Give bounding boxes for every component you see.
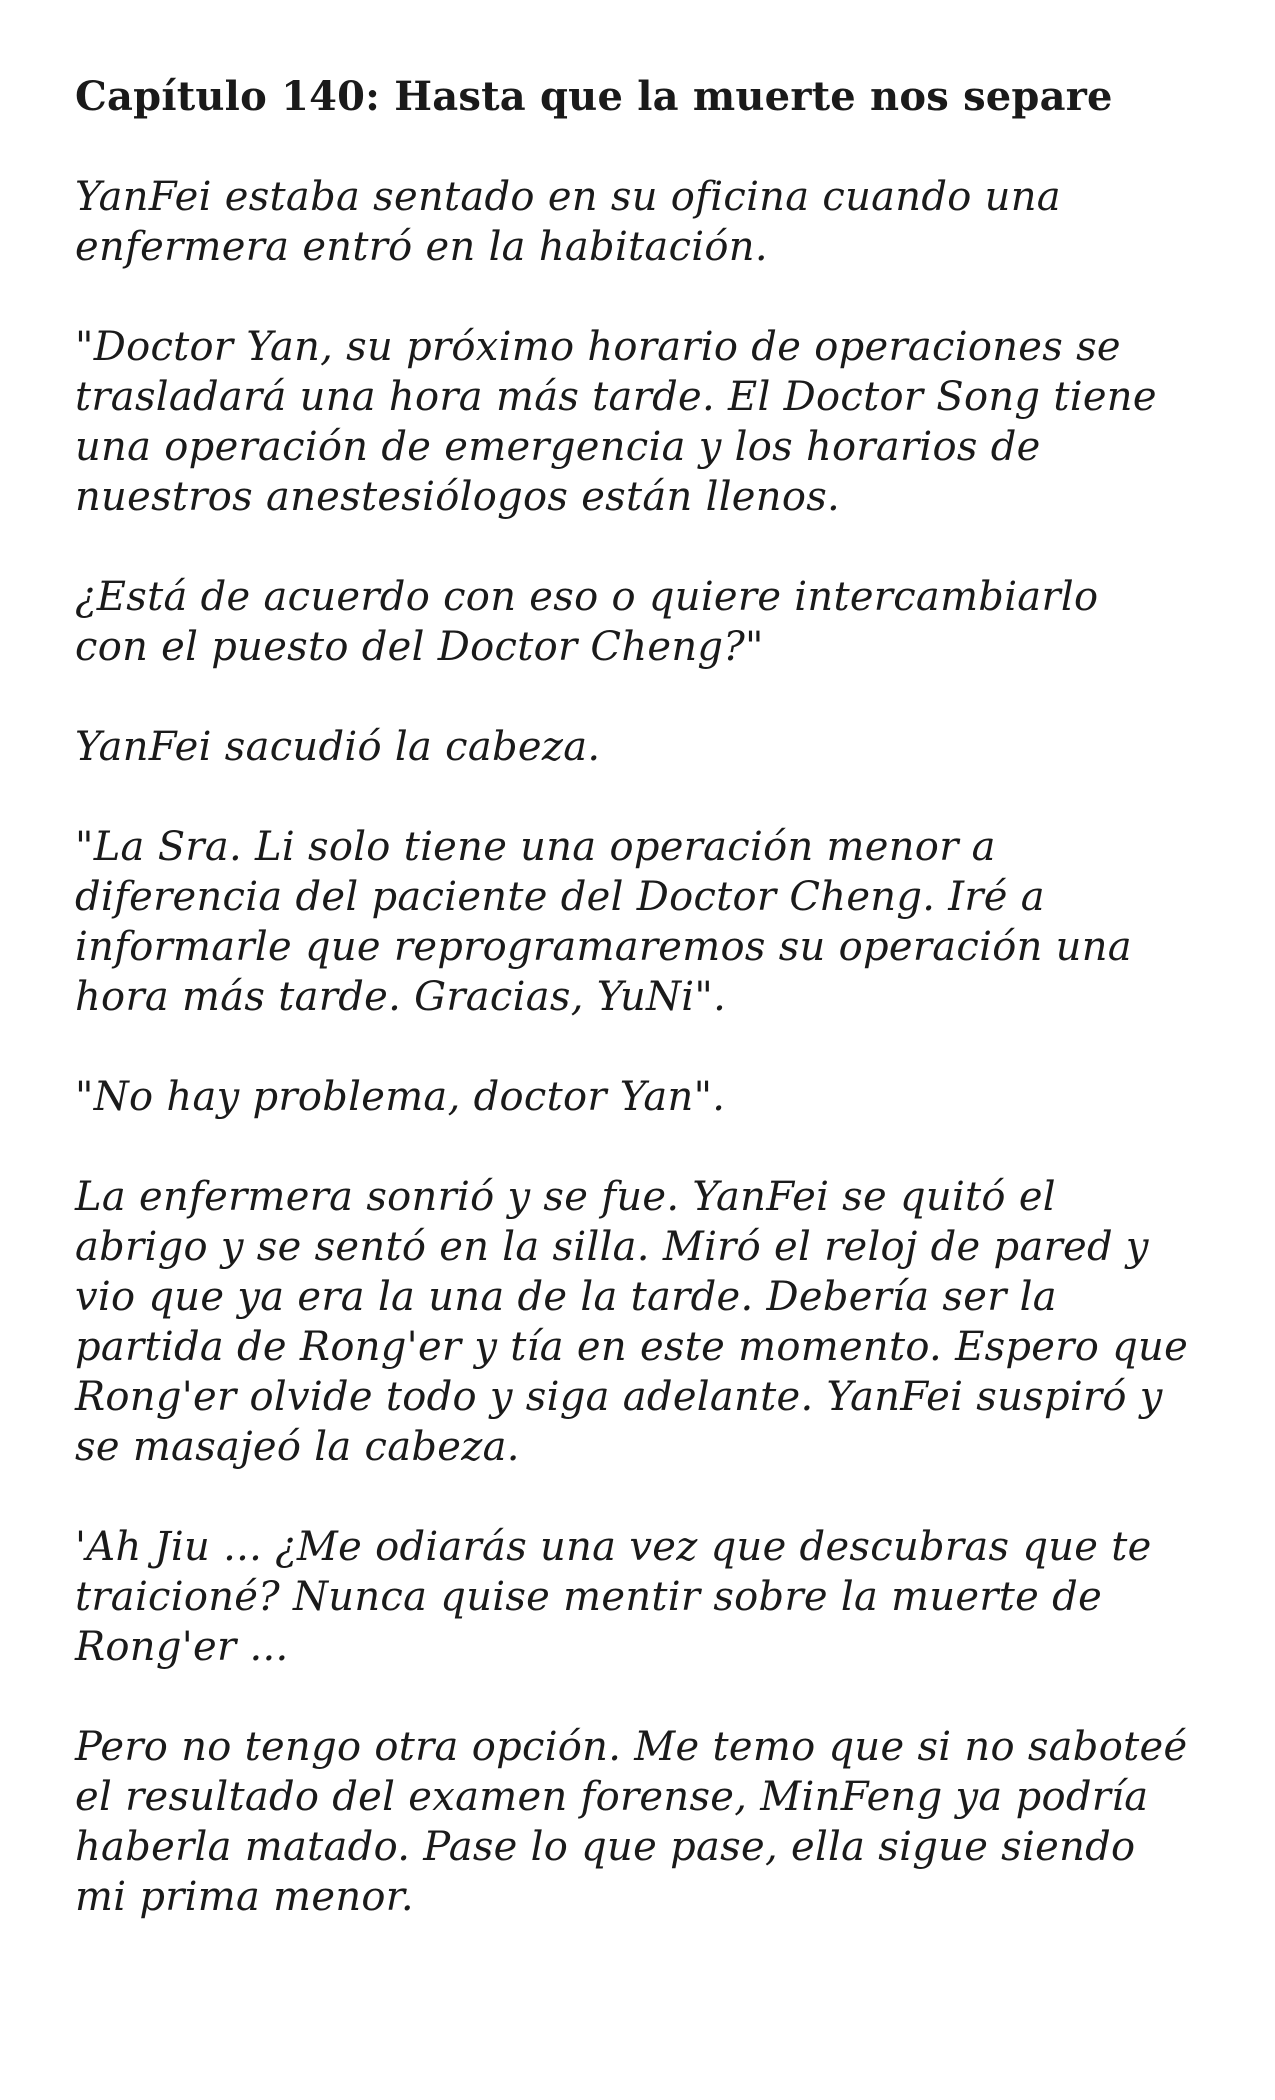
text-line: con el puesto del Doctor Cheng?" <box>75 624 764 670</box>
paragraph-1 <box>75 172 1210 272</box>
paragraph-5 <box>75 822 1210 1022</box>
chapter-title: Capítulo 140: Hasta que la muerte nos separe <box>75 73 1113 120</box>
text-line: trasladará una hora más tarde. El Doctor Song tiene <box>75 374 1157 420</box>
text-line: partida de Rong'er y tía en este momento. Espero que <box>75 1324 1189 1370</box>
paragraph-8 <box>75 1522 1210 1672</box>
text-line: nuestros anestesiólogos están llenos. <box>75 474 841 520</box>
text-line: "Doctor Yan, su próximo horario de operaciones se <box>75 324 1121 370</box>
text-line: mi prima menor. <box>75 1874 414 1920</box>
paragraph-4 <box>75 722 1210 772</box>
text-line: La enfermera sonrió y se fue. YanFei se quitó el <box>75 1174 1056 1220</box>
paragraph-6 <box>75 1072 1210 1122</box>
text-line: hora más tarde. Gracias, YuNi". <box>75 974 727 1020</box>
text-line: ¿Está de acuerdo con eso o quiere intercambiarlo <box>75 574 1099 620</box>
text-line: una operación de emergencia y los horarios de <box>75 424 1041 470</box>
text-line: "La Sra. Li solo tiene una operación menor a <box>75 824 996 870</box>
text-line: Pero no tengo otra opción. Me temo que si no saboteé <box>75 1724 1188 1770</box>
paragraph-2 <box>75 322 1210 522</box>
text-line: el resultado del examen forense, MinFeng ya podría <box>75 1774 1149 1820</box>
text-line: YanFei estaba sentado en su oficina cuando una <box>75 174 1061 220</box>
text-line: enfermera entró en la habitación. <box>75 224 768 270</box>
text-line: abrigo y se sentó en la silla. Miró el reloj de pared y <box>75 1224 1149 1270</box>
paragraph-7 <box>75 1172 1210 1472</box>
text-line: se masajeó la cabeza. <box>75 1424 520 1470</box>
text-line: traicioné? Nunca quise mentir sobre la muerte de <box>75 1574 1103 1620</box>
text-line: informarle que reprogramaremos su operación una <box>75 924 1132 970</box>
text-line: 'Ah Jiu ... ¿Me odiarás una vez que descubras que te <box>75 1524 1152 1570</box>
paragraph-9 <box>75 1722 1210 1922</box>
document-page <box>75 72 1210 1972</box>
text-line: "No hay problema, doctor Yan". <box>75 1074 726 1120</box>
text-line: diferencia del paciente del Doctor Cheng. Iré a <box>75 874 1045 920</box>
paragraph-3 <box>75 572 1210 672</box>
text-line: vio que ya era la una de la tarde. Debería ser la <box>75 1274 1057 1320</box>
text-line: YanFei sacudió la cabeza. <box>75 724 601 770</box>
text-line: Rong'er ... <box>75 1624 289 1670</box>
text-line: Rong'er olvide todo y siga adelante. YanFei suspiró y <box>75 1374 1163 1420</box>
text-line: haberla matado. Pase lo que pase, ella sigue siendo <box>75 1824 1136 1870</box>
